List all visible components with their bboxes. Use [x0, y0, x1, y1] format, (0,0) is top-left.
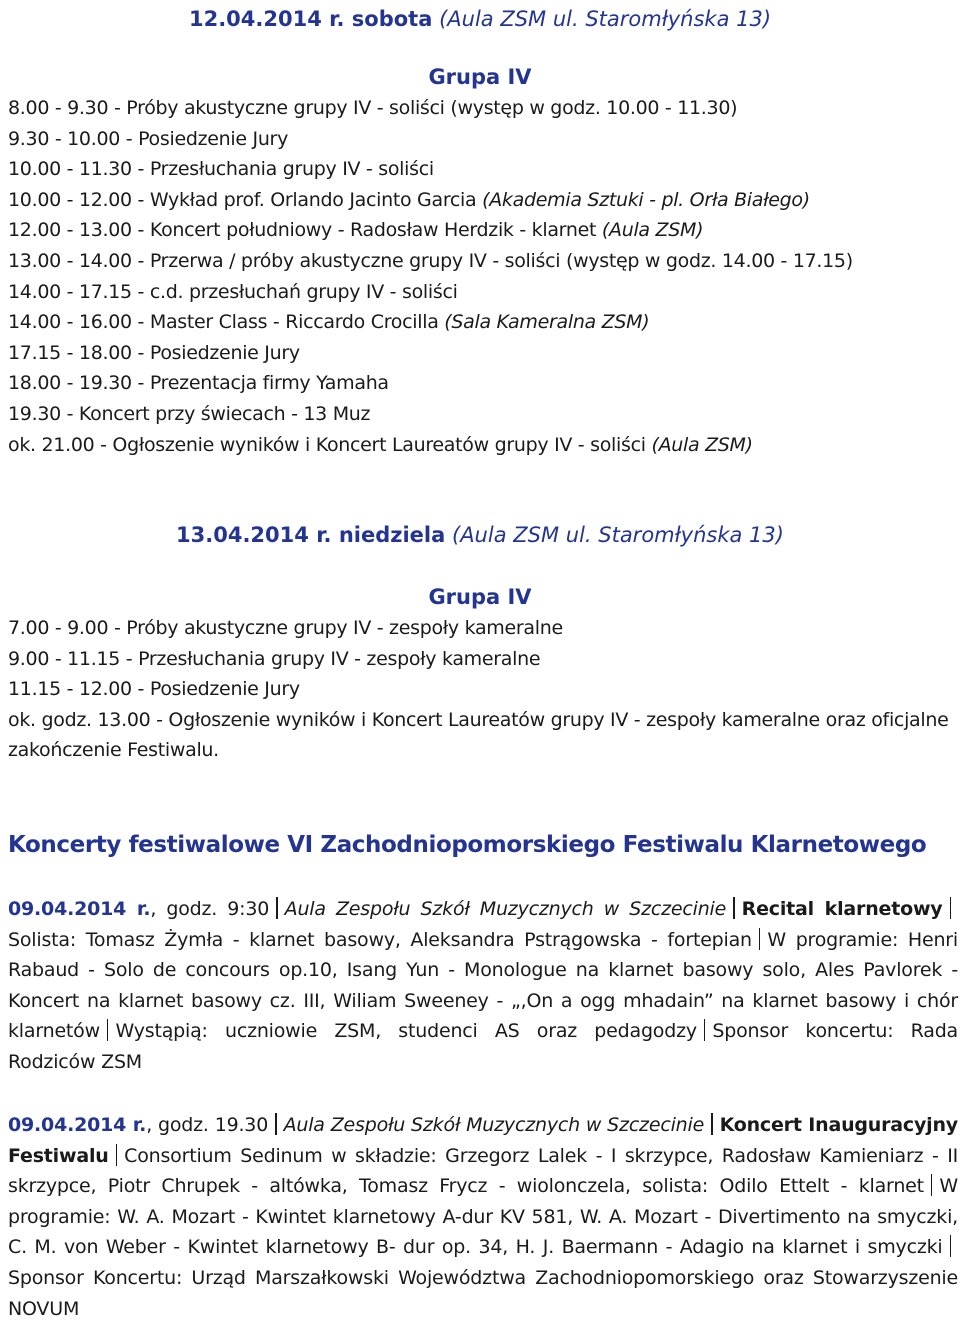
separator-bar: [116, 1144, 118, 1166]
concert-performers: Solista: Tomasz Żymła - klarnet basowy, Aleksandra Pstrągowska - fortepian: [8, 928, 752, 951]
concert-date: 09.04.2014 r.: [8, 898, 151, 920]
concert-title: Koncert Inauguracyjny Festiwalu: [8, 1114, 958, 1167]
separator-bar: [276, 897, 278, 919]
concert-performers-secondary: Wystąpią: uczniowie ZSM, studenci AS oraz pedagodzy: [115, 1020, 697, 1043]
schedule-item-venue: (Aula ZSM): [601, 219, 704, 242]
concert-program: W programie: W. A. Mozart - Kwintet klarnetowy A-dur KV 581, W. A. Mozart - Divertimento na smyczki, C. M. von Weber - Kwintet klarnetowy B- dur op. 34, H. J. Baermann - Adagio na klarnet i smyczki: [8, 1175, 958, 1259]
separator-bar: [950, 897, 952, 919]
concert-title: Recital klarnetowy: [741, 898, 943, 920]
day1-venue: (Aula ZSM ul. Staromłyńska 13): [439, 7, 772, 31]
day2-date: 13.04.2014 r. niedziela: [176, 523, 446, 547]
schedule-item: 19.30 - Koncert przy świecach - 13 Muz: [8, 402, 371, 425]
schedule-item: 9.00 - 11.15 - Przesłuchania grupy IV - zespoły kameralne: [8, 647, 541, 670]
day1-schedule-list: [8, 93, 958, 460]
day1-header: [0, 4, 960, 34]
schedule-item: 13.00 - 14.00 - Przerwa / próby akustyczne grupy IV - soliści (występ w godz. 14.00 - 17.15): [8, 249, 853, 272]
concert-venue: Aula Zespołu Szkół Muzycznych w Szczecinie: [284, 898, 727, 920]
separator-bar: [711, 1113, 713, 1135]
schedule-item: 18.00 - 19.30 - Prezentacja firmy Yamaha: [8, 372, 389, 395]
separator-bar: [733, 897, 735, 919]
schedule-item: 8.00 - 9.30 - Próby akustyczne grupy IV - soliści (występ w godz. 10.00 - 11.30): [8, 97, 738, 119]
schedule-item: 14.00 - 17.15 - c.d. przesłuchań grupy IV - soliści: [8, 280, 458, 303]
schedule-item: 10.00 - 12.00 - Wykład prof. Orlando Jacinto Garcia (Akademia Sztuki - pl. Orła Białego): [8, 188, 810, 211]
concert-sponsor: Sponsor koncertu: Rada Rodziców ZSM: [8, 1020, 958, 1073]
schedule-item: 10.00 - 11.30 - Przesłuchania grupy IV - soliści: [8, 158, 434, 181]
schedule-item: 14.00 - 16.00 - Master Class - Riccardo Crocilla (Sala Kameralna ZSM): [8, 311, 650, 334]
separator-bar: [950, 1235, 952, 1257]
separator-bar: [931, 1174, 933, 1196]
day1-date: 12.04.2014 r. sobota: [188, 7, 433, 31]
day2-schedule-list: [8, 613, 958, 766]
concert-date: 09.04.2014 r.: [8, 1114, 147, 1136]
separator-bar: [704, 1019, 706, 1041]
concert-entry: [8, 894, 958, 1078]
schedule-item-venue: (Aula ZSM): [651, 433, 753, 456]
day1-group-label: Grupa IV: [428, 65, 532, 89]
concerts-section-title: Koncerty festiwalowe VI Zachodniopomorskiego Festiwalu Klarnetowego: [8, 832, 927, 858]
day2-venue: (Aula ZSM ul. Staromłyńska 13): [452, 523, 784, 547]
schedule-item-venue: (Akademia Sztuki - pl. Orła Białego): [482, 188, 810, 211]
day2-header: [0, 520, 960, 550]
schedule-item: 7.00 - 9.00 - Próby akustyczne grupy IV - zespoły kameralne: [8, 617, 563, 639]
schedule-item: ok. 21.00 - Ogłoszenie wyników i Koncert Laureatów grupy IV - soliści (Aula ZSM): [8, 433, 753, 456]
day2-group-label: Grupa IV: [428, 585, 532, 609]
schedule-item: 12.00 - 13.00 - Koncert południowy - Radosław Herdzik - klarnet (Aula ZSM): [8, 219, 704, 242]
schedule-item: 9.30 - 10.00 - Posiedzenie Jury: [8, 127, 289, 150]
schedule-item: 17.15 - 18.00 - Posiedzenie Jury: [8, 341, 300, 364]
concert-time: , godz. 19.30: [146, 1114, 269, 1136]
separator-bar: [275, 1113, 277, 1135]
separator-bar: [759, 928, 761, 950]
concert-sponsor: Sponsor Koncertu: Urząd Marszałkowski Województwa Zachodniopomorskiego oraz Stowarzyszenie NOVUM: [8, 1266, 958, 1320]
concert-entry: [8, 1110, 958, 1324]
schedule-item: 11.15 - 12.00 - Posiedzenie Jury: [8, 678, 300, 701]
schedule-item-venue: (Sala Kameralna ZSM): [444, 311, 650, 334]
separator-bar: [107, 1019, 109, 1041]
concert-program: W programie: Henri Rabaud - Solo de concours op.10, Isang Yun - Monologue na klarnet basowy solo, Ales Pavlorek - Koncert na klarnet basowy cz. III, Wiliam Sweeney - „,On a ogg mhadain” na klarnet basowy i chór klarnetów: [8, 928, 958, 1043]
concert-time: , godz. 9:30: [150, 898, 270, 920]
concert-performers: Consortium Sedinum w składzie: Grzegorz Lalek - I skrzypce, Radosław Kamieniarz - II skrzypce, Piotr Chrupek - altówka, Tomasz Frycz - wiolonczela, solista: Odilo Ettelt - klarnet: [8, 1144, 958, 1198]
schedule-item: ok. godz. 13.00 - Ogłoszenie wyników i Koncert Laureatów grupy IV - zespoły kameralne oraz oficjalne zakończenie Festiwalu.: [8, 708, 949, 762]
concert-venue: Aula Zespołu Szkół Muzycznych w Szczecinie: [283, 1114, 705, 1136]
